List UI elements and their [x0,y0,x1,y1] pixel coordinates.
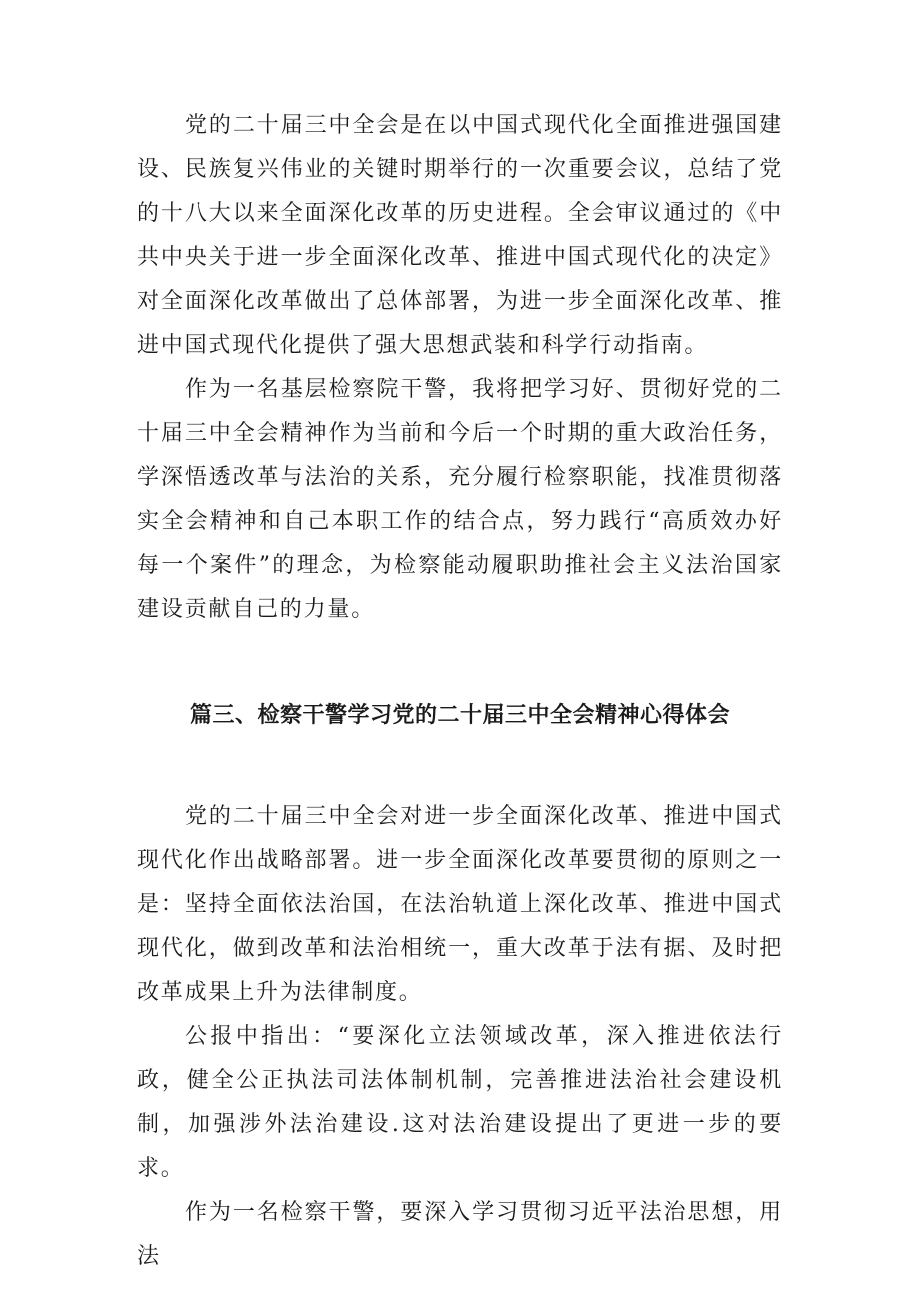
section-spacer [137,738,783,795]
paragraph-strategy: 党的二十届三中全会对进一步全面深化改革、推进中国式现代化作出战略部署。进一步全面深化改革要贯彻的原则之一是：坚持全面依法治国，在法治轨道上深化改革、推进中国式现代化，做到改革和法治相统一，重大改革于法有据、及时把改革成果上升为法律制度。 [137,804,783,1005]
paragraph-intro: 党的二十届三中全会是在以中国式现代化全面推进强国建设、民族复兴伟业的关键时期举行的一次重要会议，总结了党的十八大以来全面深化改革的历史进程。全会审议通过的《中共中央关于进一步全面深化改革、推进中国式现代化的决定》对全面深化改革做出了总体部署，为进一步全面深化改革、推进中国式现代化提供了强大思想武装和科学行动指南。 [137,113,783,358]
section-heading: 篇三、检察干警学习党的二十届三中全会精神心得体会 [189,703,730,728]
paragraph-procurator: 作为一名检察干警，要深入学习贯彻习近平法治思想，用法 [137,1200,783,1269]
document-body [137,104,783,1279]
section-spacer [137,632,783,694]
paragraph-commitment: 作为一名基层检察院干警，我将把学习好、贯彻好党的二十届三中全会精神作为当前和今后一个时期的重大政治任务，学深悟透改革与法治的关系，充分履行检察职能，找准贯彻落实全会精神和自己本职工作的结合点，努力践行“高质效办好每一个案件”的理念，为检察能动履职助推社会主义法治国家建设贡献自己的力量。 [137,377,783,622]
paragraph-communique: 公报中指出：“要深化立法领域改革，深入推进依法行政，健全公正执法司法体制机制，完善推进法治社会建设机制，加强涉外法治建设.这对法治建设提出了更进一步的要求。 [137,1024,783,1181]
